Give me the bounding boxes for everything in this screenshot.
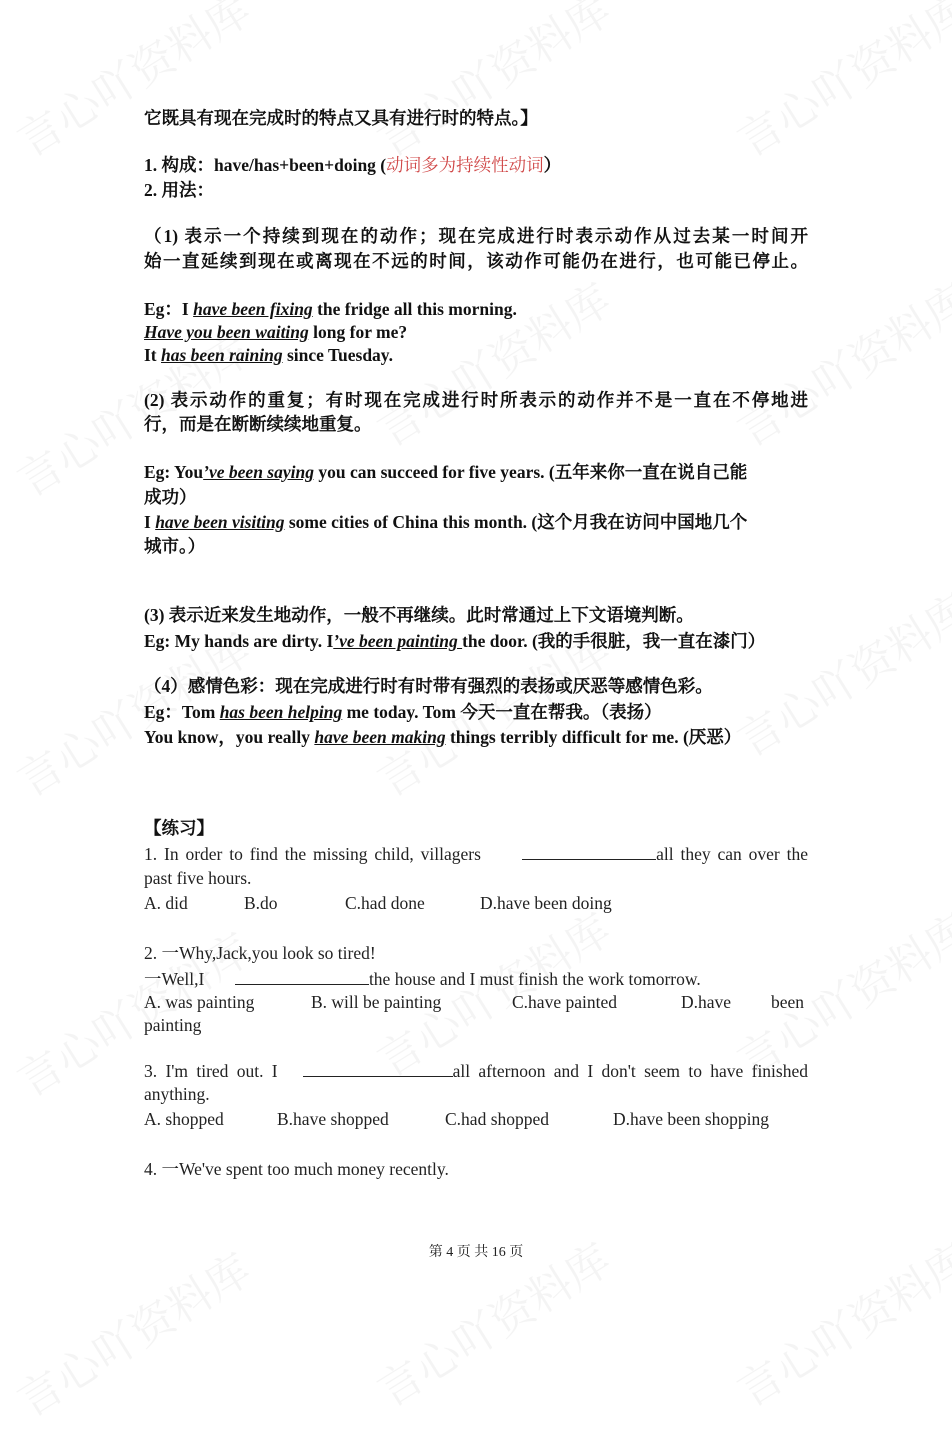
question-3-cont: anything. [144, 1084, 210, 1104]
text-segment: It [144, 345, 162, 365]
text-segment: 城市。） [144, 536, 206, 556]
highlighted-verb-phrase: has been helping [219, 702, 343, 722]
note-line [144, 343, 808, 367]
highlighted-verb-phrase: ’ve been saying [203, 462, 314, 482]
q2-option-d: D.have [681, 992, 732, 1012]
text-segment: (3) 表示近来发生地动作，一般不再继续。此时常通过上下文语境判断。 [144, 605, 694, 625]
q3-option-c: C.had shopped [445, 1109, 550, 1129]
note-line [144, 249, 808, 273]
text-segment: 2. 用法： [144, 180, 214, 200]
highlighted-verb-phrase: Have you been waiting [144, 322, 309, 342]
note-line [144, 603, 808, 627]
highlighted-verb-phrase: have been visiting [155, 512, 285, 532]
q1-option-c: C.had done [345, 893, 425, 913]
text-segment: 成功） [144, 487, 197, 507]
question-3: 3. I'm tired out. I all afternoon and I don't seem to have finished [144, 1058, 808, 1082]
q2-option-d-end: painting [144, 1015, 202, 1035]
note-line [144, 510, 808, 534]
text-segment: some cities of China this month. (这个月我在访问中国地几个 [284, 512, 748, 532]
watermark [723, 0, 952, 169]
q2-option-d-cont: been [771, 992, 805, 1012]
note-line [144, 629, 808, 653]
q1-option-a: A. did [144, 893, 188, 913]
note-line [144, 297, 808, 321]
text-segment: long for me? [308, 322, 408, 342]
note-line [144, 725, 808, 749]
q3-option-a: A. shopped [144, 1109, 224, 1129]
text-segment: things terribly difficult for me. (厌恶） [445, 727, 742, 747]
note-line [144, 178, 808, 202]
text-segment: 始一直延续到现在或离现在不远的时间，该动作可能仍在进行，也可能已停止。 [144, 251, 808, 271]
question-4: 4. 一We've spent too much money recently. [144, 1159, 449, 1179]
text-segment: 行，而是在断断续续地重复。 [144, 414, 372, 434]
text-segment: the fridge all this morning. [312, 299, 517, 319]
text-segment: Eg: You [144, 462, 204, 482]
text-segment: （4）感情色彩：现在完成进行时有时带有强烈的表扬或厌恶等感情色彩。 [144, 676, 713, 696]
question-2-line2: 一Well,I the house and I must finish the work tomorrow. [144, 966, 808, 990]
note-line [144, 320, 808, 344]
text-segment: ） [543, 155, 562, 175]
highlighted-verb-phrase: has been raining [161, 345, 283, 365]
question-1-cont: past five hours. [144, 868, 252, 888]
text-segment: you can succeed for five years. (五年来你一直在说自己能 [313, 462, 748, 482]
note-line [144, 153, 808, 177]
note-line [144, 224, 808, 248]
text-segment: Eg：Tom [144, 702, 220, 722]
answer-blank-3[interactable] [303, 1058, 453, 1077]
q1-option-b: B.do [244, 893, 278, 913]
highlighted-verb-phrase: ’ve been painting [333, 631, 463, 651]
text-segment: 它既具有现在完成时的特点又具有进行时的特点。】 [144, 108, 538, 128]
highlighted-verb-phrase: have been fixing [193, 299, 313, 319]
note-line [144, 388, 808, 412]
note-line [144, 460, 808, 484]
text-segment: I [144, 512, 156, 532]
answer-blank-1[interactable] [522, 841, 656, 860]
note-line [144, 674, 808, 698]
note-line [144, 412, 808, 436]
note-line [144, 106, 808, 130]
watermark [3, 0, 261, 169]
text-segment: You know，you really [144, 727, 315, 747]
q1-option-d: D.have been doing [480, 893, 612, 913]
text-segment: Eg: My hands are dirty. I [144, 631, 334, 651]
text-segment: （1) 表示一个持续到现在的动作；现在完成进行时表示动作从过去某一时间开 [144, 226, 808, 246]
text-segment: since Tuesday. [282, 345, 393, 365]
watermark [363, 0, 621, 169]
question-2: 2. 一Why,Jack,you look so tired! [144, 943, 376, 963]
answer-blank-2[interactable] [235, 966, 369, 985]
highlighted-verb-phrase: have been making [314, 727, 446, 747]
red-annotation: 动词多为持续性动词 [386, 155, 544, 175]
text-segment: (2) 表示动作的重复；有时现在完成进行时所表示的动作并不是一直在不停地进 [144, 390, 808, 410]
text-segment: the door. (我的手很脏，我一直在漆门） [462, 631, 766, 651]
note-line [144, 485, 808, 509]
note-line [144, 700, 808, 724]
note-line [144, 534, 808, 558]
q3-option-d: D.have been shopping [613, 1109, 770, 1129]
exercise-heading: 【练习】 [144, 818, 214, 838]
page-number-footer: 第 4 页 共 16 页 [428, 1245, 524, 1260]
question-1: 1. In order to find the missing child, villagers all they can over the [144, 841, 808, 865]
text-segment: Eg：I [144, 299, 194, 319]
text-segment: me today. Tom 今天一直在帮我。（表扬） [342, 702, 662, 722]
q3-option-b: B.have shopped [277, 1109, 389, 1129]
q2-option-c: C.have painted [512, 992, 617, 1012]
watermark [3, 1235, 261, 1429]
text-segment: 1. 构成：have/has+been+doing ( [144, 155, 387, 175]
q2-option-b: B. will be painting [311, 992, 442, 1012]
q2-option-a: A. was painting [144, 992, 255, 1012]
